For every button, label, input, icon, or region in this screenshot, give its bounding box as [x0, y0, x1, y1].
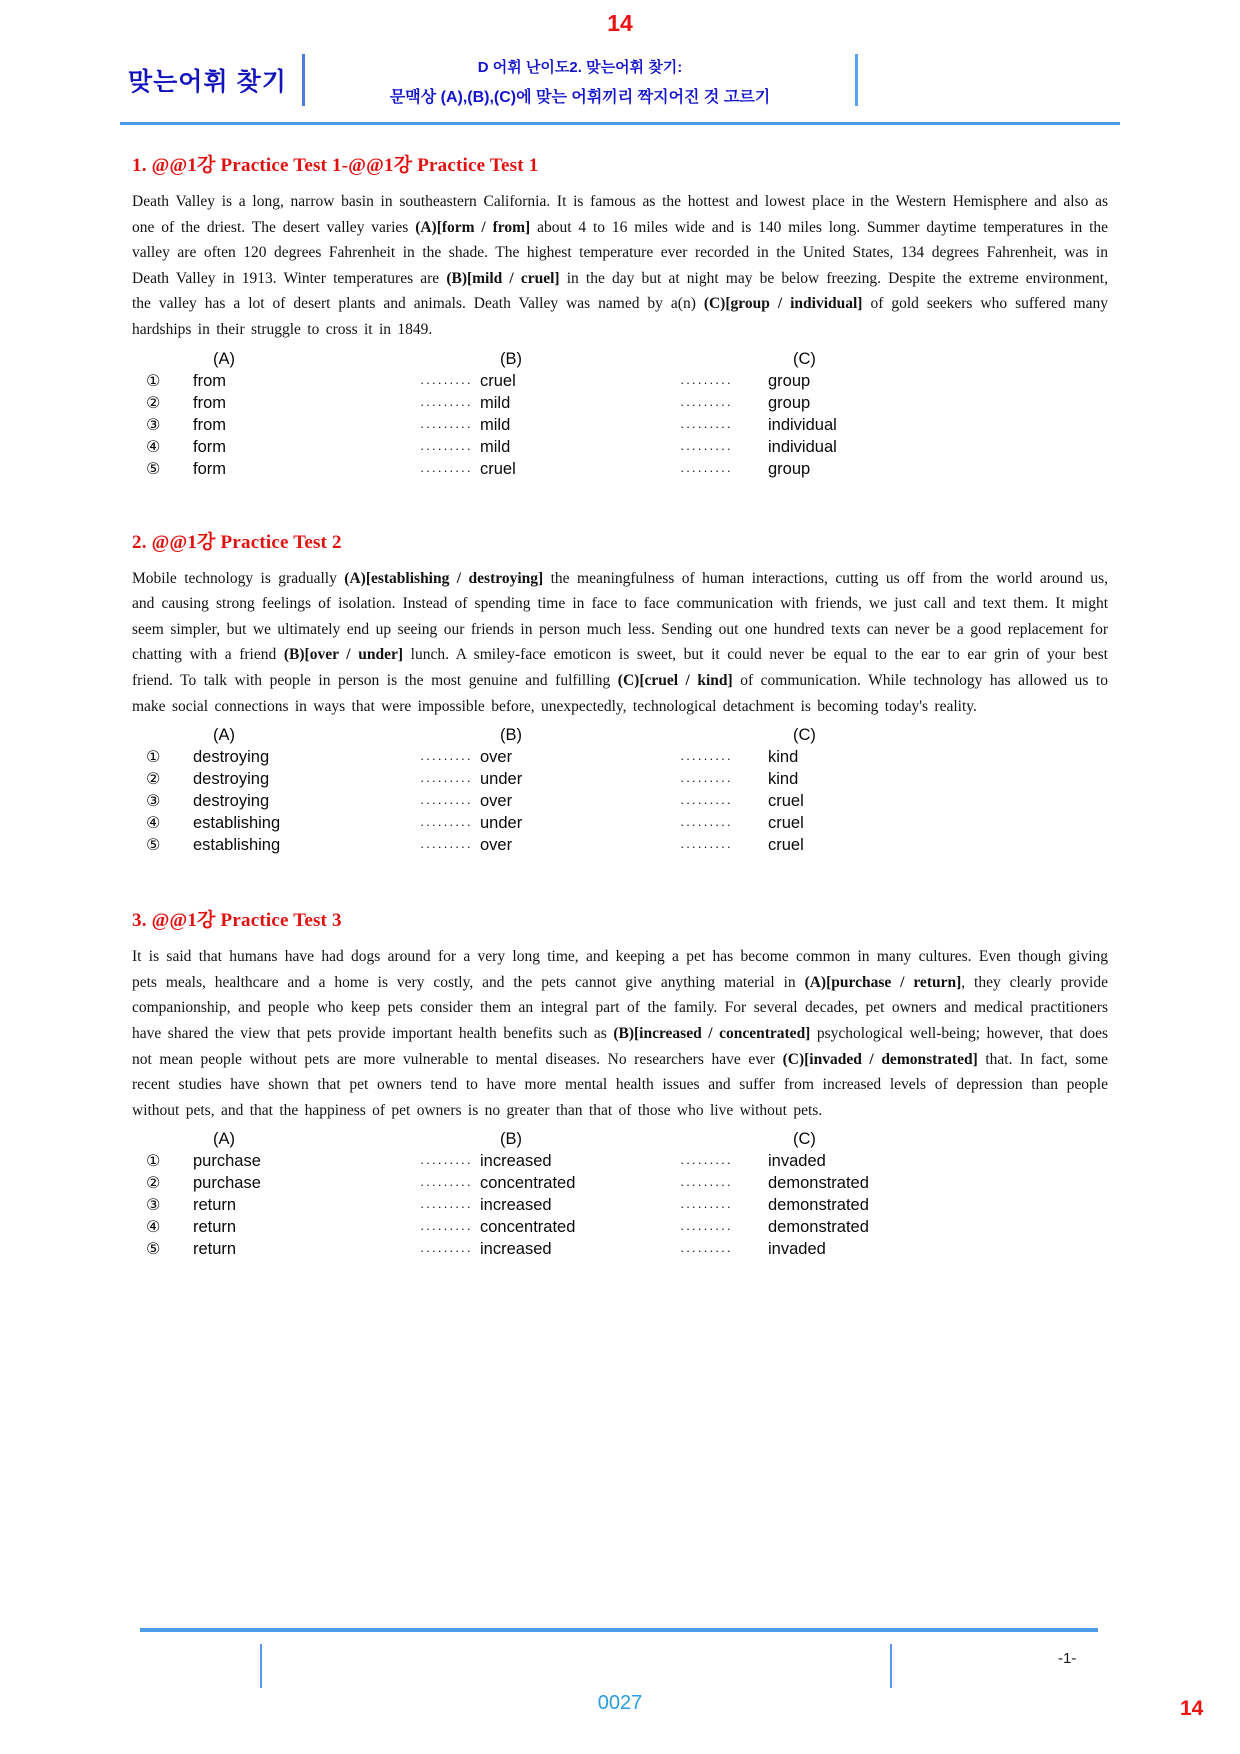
content-area: [132, 146, 1108, 1261]
footer-page-label: -1-: [1058, 1650, 1077, 1667]
choice-word-c: demonstrated: [768, 1174, 869, 1193]
leader-dots: ·········: [420, 1199, 473, 1215]
column-header-b: (B): [500, 1130, 522, 1149]
answer-table-header: [132, 725, 1108, 746]
answer-row: [132, 769, 1108, 791]
practice-test-2-section: [132, 527, 1108, 858]
answer-row: [132, 813, 1108, 835]
answer-row: [132, 459, 1108, 481]
footer-tick-left: [260, 1644, 262, 1688]
choice-number: ②: [146, 394, 161, 412]
word-choice-pair: (A)[form / from]: [415, 218, 531, 236]
choice-word-a: return: [193, 1218, 237, 1237]
choice-word-b: cruel: [480, 459, 516, 478]
choice-word-b: cruel: [480, 371, 516, 390]
section-title: 2. @@1강 Practice Test 2: [132, 531, 342, 553]
choice-number: ⑤: [146, 460, 161, 478]
choice-word-b: mild: [480, 415, 511, 434]
page-header: [120, 50, 1120, 110]
answer-choice-table: [132, 349, 1108, 481]
choice-word-b: over: [480, 748, 513, 767]
choice-word-c: invaded: [768, 1240, 826, 1259]
leader-dots: ·········: [420, 1177, 473, 1193]
choice-word-a: destroying: [193, 792, 270, 811]
header-title: 맞는어휘 찾기: [128, 68, 287, 96]
practice-test-3-section: [132, 905, 1108, 1261]
choice-number: ②: [146, 771, 161, 789]
passage-text: [132, 944, 1108, 1123]
spacer: [680, 725, 768, 746]
answer-table-header: [132, 349, 1108, 370]
leader-dots: ·········: [420, 839, 473, 855]
leader-dots: ·········: [420, 817, 473, 833]
passage-text: [132, 189, 1108, 343]
leader-dots: ·········: [680, 773, 733, 789]
choice-word-a: from: [193, 371, 226, 390]
column-header-c: (C): [793, 726, 816, 745]
passage-fragment: Mobile technology is gradually: [132, 569, 345, 587]
leader-dots: ·········: [420, 396, 473, 412]
passage-fragment: It is said that humans have had dogs around for a very long time, and keeping a pet has become common in many cultures. Even though giving pets meals, healthcare and a home is very costly, and the pets cannot give anything material in: [132, 948, 1108, 991]
leader-dots: ·········: [420, 795, 473, 811]
choice-word-b: increased: [480, 1196, 552, 1215]
passage-fragment: Death Valley is a long, narrow basin in southeastern California. It is famous as the hottest and lowest place in the Western Hemisphere and also as one of the driest. The desert valley varies: [132, 193, 1108, 236]
leader-dots: ·········: [420, 418, 473, 434]
column-header-b: (B): [500, 349, 522, 368]
passage-fragment: of gold seekers who suffered many hardships in their struggle to cross it in 1849.: [132, 295, 1108, 338]
word-choice-pair: (C)[group / individual]: [703, 295, 863, 313]
header-subtitle-line1: D 어휘 난이도2. 맞는어휘 찾기:: [477, 59, 683, 76]
leader-dots: ·········: [420, 440, 473, 456]
header-divider-bar-left: [302, 54, 305, 106]
header-subtitle-line2: 문맥상 (A),(B),(C)에 맞는 어휘끼리 짝지어진 것 고르기: [389, 89, 771, 106]
footer-page-number: 14: [1180, 1697, 1204, 1720]
choice-word-a: from: [193, 393, 226, 412]
leader-dots: ·········: [420, 1243, 473, 1259]
leader-dots: ·········: [420, 462, 473, 478]
leader-dots: ·········: [680, 817, 733, 833]
choice-word-a: establishing: [193, 814, 281, 833]
answer-row: [132, 1173, 1108, 1195]
choice-word-a: purchase: [193, 1174, 261, 1193]
leader-dots: ·········: [680, 1155, 733, 1171]
answer-row: [132, 1195, 1108, 1217]
word-choice-pair: (A)[establishing / destroying]: [344, 569, 544, 587]
choice-word-a: destroying: [193, 770, 270, 789]
answer-row: [132, 1217, 1108, 1239]
footer-rule: [140, 1628, 1098, 1632]
passage-fragment: in the day but at night may be below freezing. Despite the extreme environment, the valley has a lot of desert plants and animals. Death Valley was named by a(n): [132, 269, 1108, 313]
choice-number: ⑤: [146, 1241, 161, 1259]
answer-choice-table: [132, 725, 1108, 857]
choice-number: ③: [146, 1197, 161, 1215]
column-header-c: (C): [793, 1130, 816, 1149]
choice-number: ④: [146, 815, 161, 833]
choice-number: ③: [146, 416, 161, 434]
choice-word-a: form: [193, 437, 226, 456]
choice-number: ④: [146, 438, 161, 456]
passage-fragment: of communication. While technology has allowed us to make social connections in ways that were impossible before, unexpectedly, technological detachment is becoming today's reality.: [132, 671, 1108, 715]
word-choice-pair: (B)[increased / concentrated]: [613, 1024, 811, 1042]
answer-row: [132, 437, 1108, 459]
choice-word-b: over: [480, 792, 513, 811]
choice-word-c: kind: [768, 748, 799, 767]
choice-number: ⑤: [146, 837, 161, 855]
footer-tick-right: [890, 1644, 892, 1688]
leader-dots: ·········: [420, 374, 473, 390]
choice-number: ①: [146, 372, 161, 390]
passage-fragment: the meaningfulness of human interactions, cutting us off from the world around us, and causing strong feelings of isolation. Instead of spending time in face to face communication with friends, we just call and text them. It might seem simpler, but we ultimately end up seeing our friends in person much less. Sending out one hundred texts can never be a good replacement for chatting with a friend: [132, 569, 1108, 664]
choice-number: ④: [146, 1219, 161, 1237]
answer-table-header: [132, 1129, 1108, 1150]
choice-word-c: individual: [768, 437, 837, 456]
choice-word-b: concentrated: [480, 1218, 576, 1237]
choice-word-c: group: [768, 459, 811, 478]
choice-word-a: return: [193, 1196, 237, 1215]
choice-word-c: kind: [768, 770, 799, 789]
spacer: [680, 349, 768, 370]
passage-text: [132, 566, 1108, 720]
choice-word-c: cruel: [768, 814, 804, 833]
choice-number: ①: [146, 749, 161, 767]
choice-word-b: over: [480, 836, 513, 855]
leader-dots: ·········: [680, 374, 733, 390]
leader-dots: ·········: [420, 1221, 473, 1237]
spacer: [132, 1129, 193, 1150]
choice-number: ③: [146, 793, 161, 811]
footer-doc-code: 0027: [597, 1692, 643, 1714]
leader-dots: ·········: [680, 1177, 733, 1193]
answer-row: [132, 835, 1108, 857]
choice-word-b: increased: [480, 1152, 552, 1171]
spacer: [680, 1129, 768, 1150]
choice-word-a: destroying: [193, 748, 270, 767]
answer-row: [132, 371, 1108, 393]
column-header-a: (A): [213, 1130, 235, 1149]
leader-dots: ·········: [680, 795, 733, 811]
leader-dots: ·········: [680, 751, 733, 767]
word-choice-pair: (B)[over / under]: [283, 646, 404, 664]
spacer: [420, 1129, 480, 1150]
choice-word-a: return: [193, 1240, 237, 1259]
practice-test-1-section: [132, 150, 1108, 481]
answer-choice-table: [132, 1129, 1108, 1261]
leader-dots: ·········: [680, 1243, 733, 1259]
leader-dots: ·········: [680, 1221, 733, 1237]
choice-word-b: under: [480, 814, 523, 833]
passage-fragment: that. In fact, some recent studies have shown that pet owners tend to have more mental health issues and suffer from increased levels of depression than people without pets, and that the happiness of pet owners is no greater than that of those who live without pets.: [132, 1050, 1108, 1119]
word-choice-pair: (B)[mild / cruel]: [446, 269, 560, 287]
header-rule: [120, 122, 1120, 125]
choice-word-c: invaded: [768, 1152, 826, 1171]
column-header-c: (C): [793, 349, 816, 368]
top-page-number: 14: [607, 10, 633, 36]
passage-fragment: psychological well-being; however, that does not mean people without pets are more vulnerable to mental diseases. No researchers have ever: [132, 1024, 1109, 1068]
leader-dots: ·········: [420, 1155, 473, 1171]
word-choice-pair: (C)[cruel / kind]: [617, 671, 733, 689]
section-title: 3. @@1강 Practice Test 3: [132, 910, 342, 932]
word-choice-pair: (A)[purchase / return]: [804, 973, 962, 991]
choice-word-a: form: [193, 459, 226, 478]
header-divider-bar-right: [855, 54, 858, 106]
choice-word-a: purchase: [193, 1152, 261, 1171]
leader-dots: ·········: [420, 773, 473, 789]
answer-row: [132, 393, 1108, 415]
choice-word-c: cruel: [768, 792, 804, 811]
passage-fragment: lunch. A smiley-face emoticon is sweet, but it could never be equal to the ear to ear grin of your best friend. To talk with people in person is the most genuine and fulfilling: [132, 646, 1108, 689]
leader-dots: ·········: [680, 839, 733, 855]
spacer: [420, 349, 480, 370]
column-header-a: (A): [213, 349, 235, 368]
leader-dots: ·········: [680, 418, 733, 434]
choice-word-b: increased: [480, 1240, 552, 1259]
column-header-b: (B): [500, 726, 522, 745]
choice-word-c: group: [768, 393, 811, 412]
choice-word-b: concentrated: [480, 1174, 576, 1193]
leader-dots: ·········: [420, 751, 473, 767]
choice-word-b: under: [480, 770, 523, 789]
choice-word-c: demonstrated: [768, 1196, 869, 1215]
answer-row: [132, 415, 1108, 437]
spacer: [420, 725, 480, 746]
choice-number: ②: [146, 1175, 161, 1193]
answer-row: [132, 1151, 1108, 1173]
choice-word-c: demonstrated: [768, 1218, 869, 1237]
choice-word-b: mild: [480, 437, 511, 456]
section-title: 1. @@1강 Practice Test 1-@@1강 Practice Test 1: [132, 155, 539, 176]
word-choice-pair: (C)[invaded / demonstrated]: [782, 1050, 978, 1068]
answer-row: [132, 791, 1108, 813]
passage-fragment: about 4 to 16 miles wide and is 140 miles long. Summer daytime temperatures in the valley are often 120 degrees Fahrenheit in the shade. The highest temperature ever recorded in the United States, 134 degrees Fahrenheit, was in Death Valley in 1913. Winter temperatures are: [132, 218, 1108, 287]
passage-fragment: , they clearly provide companionship, and people who keep pets consider them an integral part of the family. For several decades, pet owners and medical practitioners have shared the view that pets provide important health benefits such as: [132, 973, 1108, 1042]
leader-dots: ·········: [680, 1199, 733, 1215]
choice-word-b: mild: [480, 393, 511, 412]
leader-dots: ·········: [680, 440, 733, 456]
answer-row: [132, 747, 1108, 769]
choice-number: ①: [146, 1153, 161, 1171]
spacer: [132, 725, 193, 746]
choice-word-c: cruel: [768, 836, 804, 855]
answer-row: [132, 1239, 1108, 1261]
choice-word-a: establishing: [193, 836, 281, 855]
choice-word-a: from: [193, 415, 226, 434]
choice-word-c: individual: [768, 415, 837, 434]
column-header-a: (A): [213, 726, 235, 745]
header-subtitle-block: [315, 50, 845, 107]
leader-dots: ·········: [680, 462, 733, 478]
leader-dots: ·········: [680, 396, 733, 412]
spacer: [132, 349, 193, 370]
choice-word-c: group: [768, 371, 811, 390]
